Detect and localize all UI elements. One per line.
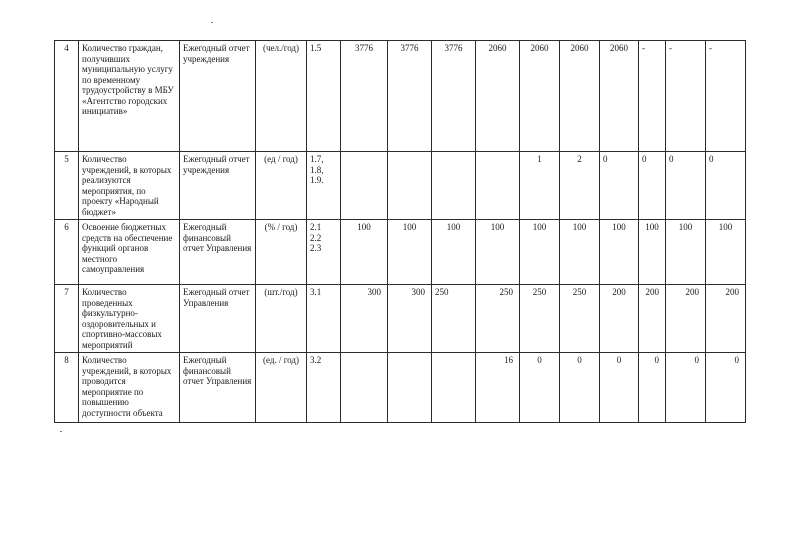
value-cell: 2060 [600,41,639,152]
data-source-cell: Ежегодный финансовый отчет Управления [180,220,256,285]
value-cell [432,152,476,220]
measure-code-cell: 3.2 [307,353,341,423]
unit-cell: (шт./год) [256,285,307,353]
table-body [55,41,746,423]
unit-cell: (чел./год) [256,41,307,152]
scan-speck [211,22,213,23]
indicator-name-cell: Освоение бюджетных средств на обеспечение функций органов местного самоуправления [79,220,180,285]
row-number-cell: 8 [55,353,79,423]
data-source-cell: Ежегодный отчет Управления [180,285,256,353]
value-cell: 200 [706,285,746,353]
value-cell: 200 [600,285,639,353]
measure-code-cell: 1.5 [307,41,341,152]
value-cell: 250 [520,285,560,353]
value-cell: 100 [639,220,666,285]
unit-cell: (ед / год) [256,152,307,220]
row-number-cell: 5 [55,152,79,220]
value-cell: 300 [388,285,432,353]
value-cell: 250 [432,285,476,353]
indicator-name-cell: Количество проведенных физкультурно-оздоровительных и спортивно-массовых мероприятий [79,285,180,353]
scan-speck [60,431,62,432]
measure-code-cell: 3.1 [307,285,341,353]
value-cell: 3776 [341,41,388,152]
value-cell: 100 [520,220,560,285]
unit-cell: (ед. / год) [256,353,307,423]
data-source-cell: Ежегодный финансовый отчет Управления [180,353,256,423]
value-cell: 2060 [520,41,560,152]
value-cell: 0 [560,353,600,423]
value-cell: 16 [476,353,520,423]
value-cell: 2060 [476,41,520,152]
value-cell: 100 [666,220,706,285]
value-cell [341,353,388,423]
value-cell: 0 [706,152,746,220]
value-cell: 100 [706,220,746,285]
value-cell: 0 [600,152,639,220]
data-source-cell: Ежегодный отчет учреждения [180,41,256,152]
value-cell: 1 [520,152,560,220]
value-cell: 100 [341,220,388,285]
value-cell: 100 [388,220,432,285]
value-cell: 200 [639,285,666,353]
table-row [55,285,746,353]
indicator-name-cell: Количество учреждений, в которых проводится мероприятие по повышению доступности объекта [79,353,180,423]
value-cell: 2060 [560,41,600,152]
value-cell: - [706,41,746,152]
value-cell [388,353,432,423]
measure-code-cell: 2.1 2.2 2.3 [307,220,341,285]
value-cell: 250 [560,285,600,353]
value-cell [341,152,388,220]
value-cell: 0 [706,353,746,423]
indicators-table [54,40,746,423]
value-cell: 0 [639,353,666,423]
table-row [55,152,746,220]
indicator-name-cell: Количество учреждений, в которых реализуются мероприятия, по проекту «Народный бюджет» [79,152,180,220]
value-cell: 2 [560,152,600,220]
value-cell: 250 [476,285,520,353]
row-number-cell: 4 [55,41,79,152]
value-cell: 100 [560,220,600,285]
value-cell: 0 [666,152,706,220]
value-cell [476,152,520,220]
value-cell: 0 [520,353,560,423]
value-cell: 100 [476,220,520,285]
measure-code-cell: 1.7, 1.8, 1.9. [307,152,341,220]
value-cell: 100 [600,220,639,285]
value-cell: 100 [432,220,476,285]
value-cell: 0 [666,353,706,423]
table-row [55,353,746,423]
value-cell [432,353,476,423]
table-row [55,220,746,285]
unit-cell: (% / год) [256,220,307,285]
row-number-cell: 7 [55,285,79,353]
table-row [55,41,746,152]
value-cell [388,152,432,220]
value-cell: - [666,41,706,152]
value-cell: 300 [341,285,388,353]
value-cell: 0 [639,152,666,220]
value-cell: 200 [666,285,706,353]
row-number-cell: 6 [55,220,79,285]
indicator-name-cell: Количество граждан, получивших муниципальную услугу по временному трудоустройству в МБУ «Агентство городских инициатив» [79,41,180,152]
value-cell: - [639,41,666,152]
data-source-cell: Ежегодный отчет учреждения [180,152,256,220]
value-cell: 3776 [388,41,432,152]
value-cell: 3776 [432,41,476,152]
value-cell: 0 [600,353,639,423]
